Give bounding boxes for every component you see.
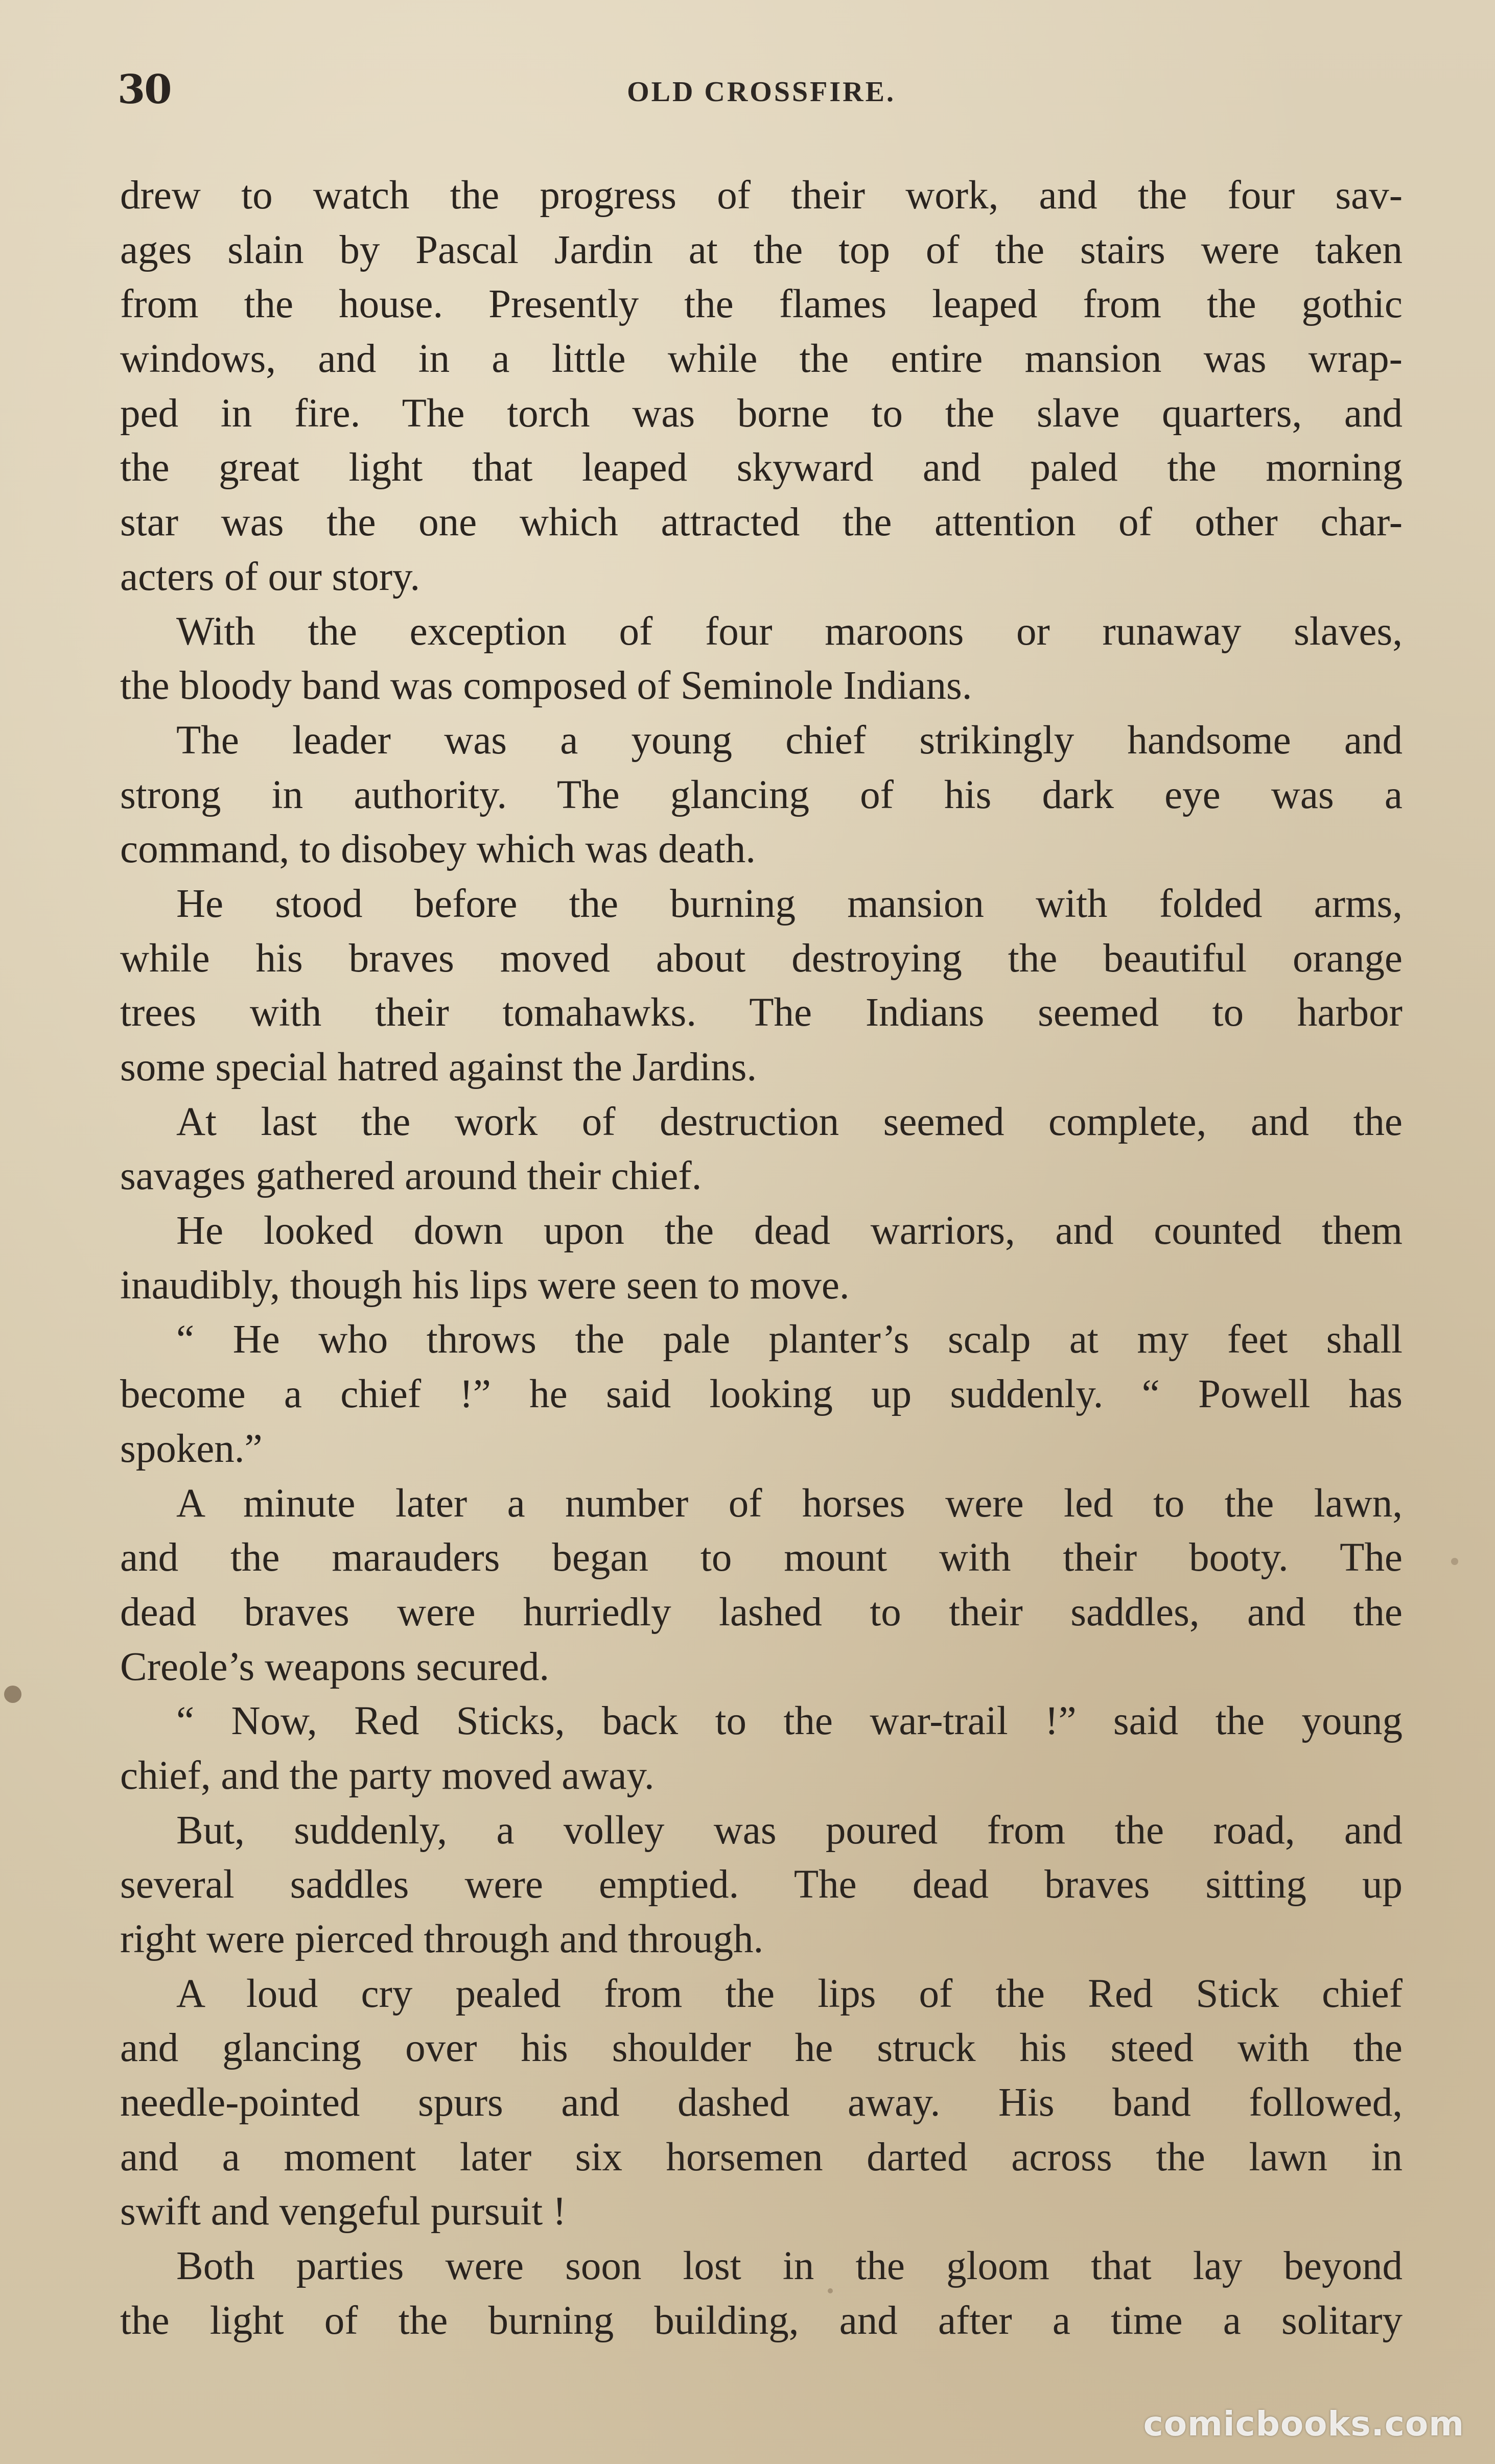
text-line: swift and vengeful pursuit !	[120, 2189, 567, 2234]
text-line: ages slain by Pascal Jardin at the top of the stairs were taken	[120, 227, 1403, 272]
text-line: “ He who throws the pale planter’s scalp at my feet shall	[176, 1317, 1403, 1362]
text-line: inaudibly, though his lips were seen to move.	[120, 1263, 850, 1308]
text-line: But, suddenly, a volley was poured from the road, and	[176, 1808, 1403, 1853]
page-stain	[1451, 1558, 1458, 1565]
page-header	[118, 66, 1405, 123]
text-line: With the exception of four maroons or runaway slaves,	[176, 609, 1403, 654]
text-line: dead braves were hurriedly lashed to their saddles, and the	[120, 1590, 1403, 1634]
text-line: drew to watch the progress of their work, and the four sav-	[120, 173, 1403, 218]
text-line: Creole’s weapons secured.	[120, 1644, 550, 1689]
text-line: several saddles were emptied. The dead braves sitting up	[120, 1862, 1403, 1907]
text-line: “ Now, Red Sticks, back to the war-trail !” said the young	[176, 1699, 1403, 1744]
text-line: He looked down upon the dead warriors, and counted them	[176, 1209, 1403, 1253]
text-line: the great light that leaped skyward and paled the morning	[120, 445, 1403, 490]
watermark: comicbooks.com	[1143, 2404, 1464, 2444]
text-line: At last the work of destruction seemed complete, and the	[176, 1099, 1403, 1144]
text-line: command, to disobey which was death.	[120, 827, 756, 872]
text-line: strong in authority. The glancing of his dark eye was a	[120, 772, 1403, 817]
text-line: from the house. Presently the flames leaped from the gothic	[120, 282, 1403, 327]
page-stain	[4, 1686, 21, 1703]
text-line: savages gathered around their chief.	[120, 1154, 702, 1199]
text-line: while his braves moved about destroying the beautiful orange	[120, 936, 1403, 981]
text-line: right were pierced through and through.	[120, 1917, 764, 1961]
text-line: and the marauders began to mount with their booty. The	[120, 1535, 1403, 1580]
text-line: some special hatred against the Jardins.	[120, 1045, 757, 1089]
text-line: and a moment later six horsemen darted across the lawn in	[120, 2135, 1403, 2179]
text-line: ped in fire. The torch was borne to the slave quarters, and	[120, 391, 1403, 436]
text-line: acters of our story.	[120, 554, 421, 599]
text-line: chief, and the party moved away.	[120, 1753, 655, 1798]
page-number: 30	[118, 66, 171, 113]
text-line: windows, and in a little while the entire mansion was wrap-	[120, 337, 1403, 382]
text-line: become a chief !” he said looking up suddenly. “ Powell has	[120, 1372, 1403, 1417]
text-line: the light of the burning building, and after a time a solitary	[120, 2298, 1403, 2343]
text-line: star was the one which attracted the attention of other char-	[120, 500, 1403, 545]
text-line: Both parties were soon lost in the gloom that lay beyond	[176, 2244, 1403, 2289]
running-head: OLD CROSSFIRE.	[627, 76, 896, 108]
text-line: and glancing over his shoulder he struck his steed with the	[120, 2026, 1403, 2071]
text-line: the bloody band was composed of Seminole Indians.	[120, 664, 972, 708]
text-line: The leader was a young chief strikingly handsome and	[176, 718, 1403, 763]
text-line: A loud cry pealed from the lips of the Red Stick chief	[176, 1971, 1403, 2016]
text-line: trees with their tomahawks. The Indians seemed to harbor	[120, 990, 1403, 1035]
text-line: He stood before the burning mansion with folded arms,	[176, 881, 1403, 926]
body-text	[120, 169, 1403, 2349]
text-line: spoken.”	[120, 1426, 263, 1471]
text-line: needle-pointed spurs and dashed away. His band followed,	[120, 2080, 1403, 2125]
text-line: A minute later a number of horses were led to the lawn,	[176, 1481, 1403, 1526]
